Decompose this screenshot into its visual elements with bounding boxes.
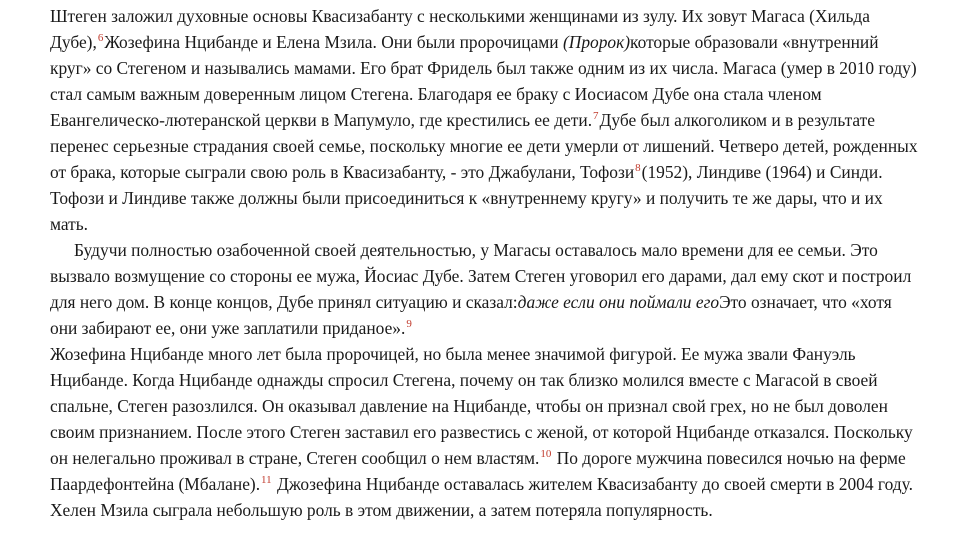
text-segment: Будучи полностью озабоченной своей деятельностью, у Магасы оставалось мало времени для ее семьи. Это вызвало возмущение со стороны ее мужа, Йосиас Дубе. Затем Стеген уговорил его дарами, дал ему скот и построил для него дом. В конце концов, Дубе принял ситуацию и сказал: <box>50 240 912 312</box>
footnote-ref-8[interactable]: 8 <box>635 162 641 174</box>
text-segment: Жозефина Нцибанде и Елена Мзила. Они были пророчицами <box>104 32 563 52</box>
footnote-ref-7[interactable]: 7 <box>593 110 599 122</box>
text-segment: (1952), Линдиве (1964) и Синди. Тофози и Линдиве также должны были присоединиться к «внутреннему кругу» и получить те же дары, что и их мать. <box>50 162 883 234</box>
paragraph-josephine-ntsibande <box>50 341 923 523</box>
text-segment: Джозефина Нцибанде оставалась жителем Квасизабанту до своей смерти в 2004 году. Хелен Мзила сыграла небольшую роль в этом движении, а затем потеряла популярность. <box>50 474 913 520</box>
footnote-ref-9[interactable]: 9 <box>406 318 412 330</box>
text-segment: Жозефина Нцибанде много лет была пророчицей, но была менее значимой фигурой. Ее мужа звали Фануэль Нцибанде. Когда Нцибанде однажды спросил Стегена, почему он так близко молился вместе с Магасой в своей спальне, Стеген разозлился. Он оказывал давление на Нцибанде, чтобы он признал свой грех, но не был доволен своим признанием. После этого Стеген заставил его развестись с женой, от которой Нцибанде отказался. Поскольку он нелегально проживал в стране, Стеген сообщил о нем властям. <box>50 344 913 468</box>
footnote-ref-6[interactable]: 6 <box>97 32 104 44</box>
footnote-ref-11[interactable]: 11 <box>261 474 272 486</box>
paragraph-magasa-family <box>50 237 923 341</box>
text-segment: Дубе был алкоголиком и в результате перенес серьезные страдания своей семье, поскольку многие ее дети умерли от лишений. Четверо детей, рожденных от брака, которые сыграли свою роль в Квасизабанту, - это Джабулани, Тофози <box>50 110 918 182</box>
paragraph-stegen-women <box>50 3 923 237</box>
text-segment: По дороге мужчина повесился ночью на ферме Паардефонтейна (Мбалане). <box>50 448 906 494</box>
text-segment: которые образовали «внутренний круг» со Стегеном и назывались мамами. Его брат Фридель был также одним из их числа. Магаса (умер в 2010 году) стал самым важным доверенным лицом Стегена. Благодаря ее браку с Иосиасом Дубе она стала членом Евангелическо-лютеранской церкви в Мапумуло, где крестились ее дети. <box>50 32 917 130</box>
italic-text: (Пророк) <box>562 32 631 52</box>
text-segment: Штеген заложил духовные основы Квасизабанту с несколькими женщинами из зулу. Их зовут Магаса (Хильда Дубе), <box>50 6 870 52</box>
footnote-ref-10[interactable]: 10 <box>540 448 552 460</box>
italic-text: даже если они поймали его <box>517 292 720 312</box>
text-segment: Это означает, что «хотя они забирают ее, они уже заплатили приданое». <box>50 292 892 338</box>
